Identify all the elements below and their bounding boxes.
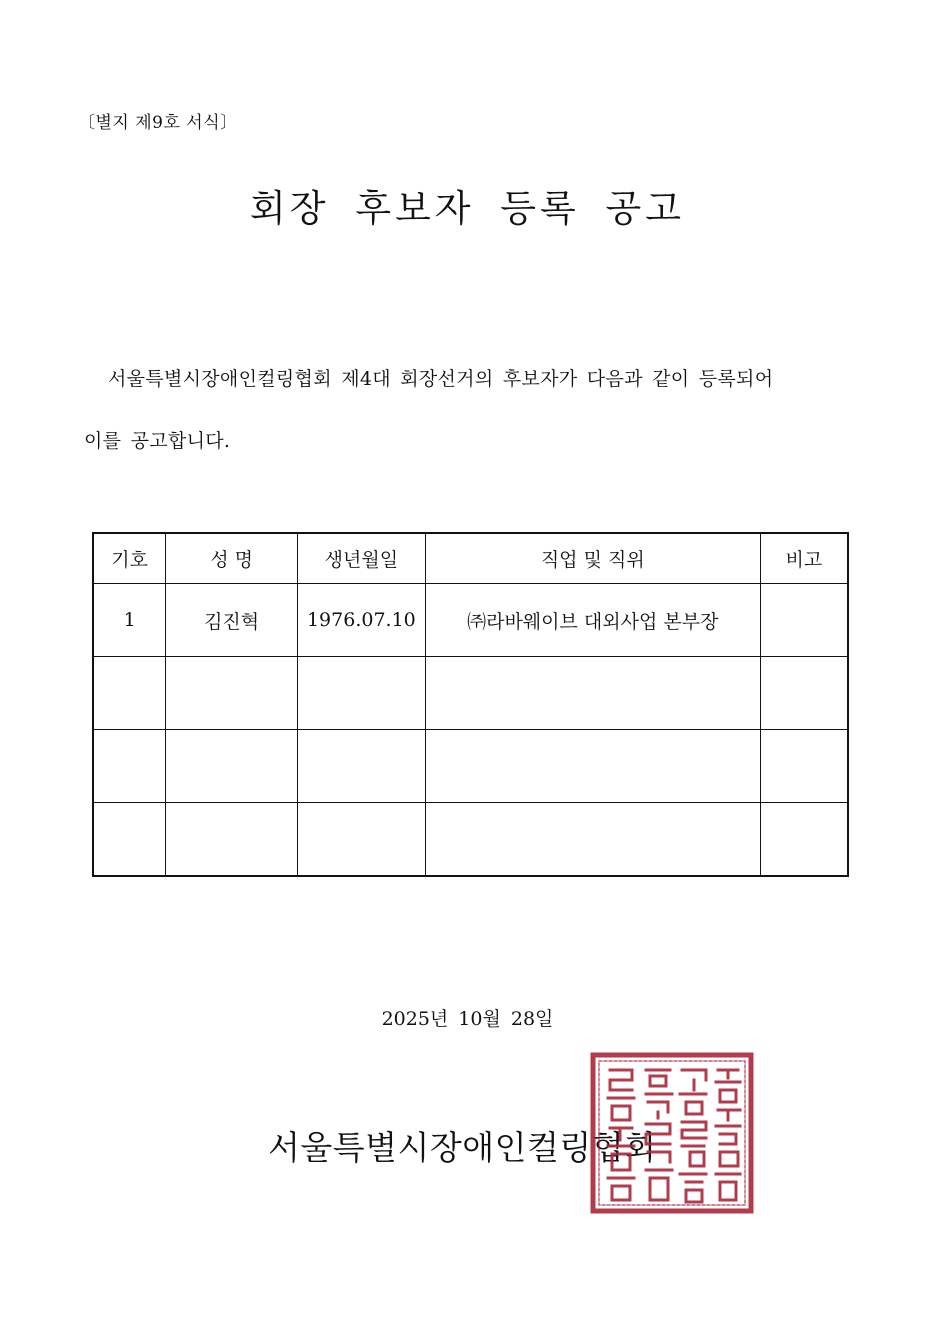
- cell-occupation: [425, 657, 760, 730]
- cell-remarks: [760, 730, 848, 803]
- cell-birthdate: [297, 803, 425, 877]
- cell-number: 1: [93, 584, 166, 657]
- table-row: [93, 657, 848, 730]
- header-remarks: 비고: [760, 533, 848, 584]
- cell-occupation: ㈜라바웨이브 대외사업 본부장: [425, 584, 760, 657]
- cell-number: [93, 803, 166, 877]
- candidate-table: [92, 532, 849, 877]
- body-text-line-2: 이를 공고합니다.: [84, 430, 231, 452]
- announcement-date: 2025년 10월 28일: [381, 1008, 554, 1030]
- header-occupation: 직업 및 직위: [425, 533, 760, 584]
- form-label: 〔별지 제9호 서식〕: [78, 113, 238, 133]
- cell-name: [166, 730, 298, 803]
- cell-remarks: [760, 657, 848, 730]
- table-header-row: [93, 533, 848, 584]
- table-row: [93, 584, 848, 657]
- header-name: 성 명: [166, 533, 298, 584]
- cell-name: [166, 657, 298, 730]
- cell-number: [93, 657, 166, 730]
- table-row: [93, 730, 848, 803]
- table-row: [93, 803, 848, 877]
- cell-number: [93, 730, 166, 803]
- cell-occupation: [425, 730, 760, 803]
- header-birthdate: 생년월일: [297, 533, 425, 584]
- official-seal-stamp: [590, 1052, 754, 1214]
- organization-name: 서울특별시장애인컬링협회: [268, 1128, 657, 1167]
- cell-birthdate: [297, 730, 425, 803]
- document-title: 회장 후보자 등록 공고: [250, 187, 685, 230]
- cell-remarks: [760, 803, 848, 877]
- cell-name: [166, 803, 298, 877]
- header-number: 기호: [93, 533, 166, 584]
- cell-occupation: [425, 803, 760, 877]
- cell-birthdate: [297, 657, 425, 730]
- body-text-line-1: 서울특별시장애인컬링협회 제4대 회장선거의 후보자가 다음과 같이 등록되어: [108, 368, 774, 390]
- cell-remarks: [760, 584, 848, 657]
- cell-name: 김진혁: [166, 584, 298, 657]
- cell-birthdate: 1976.07.10: [297, 584, 425, 657]
